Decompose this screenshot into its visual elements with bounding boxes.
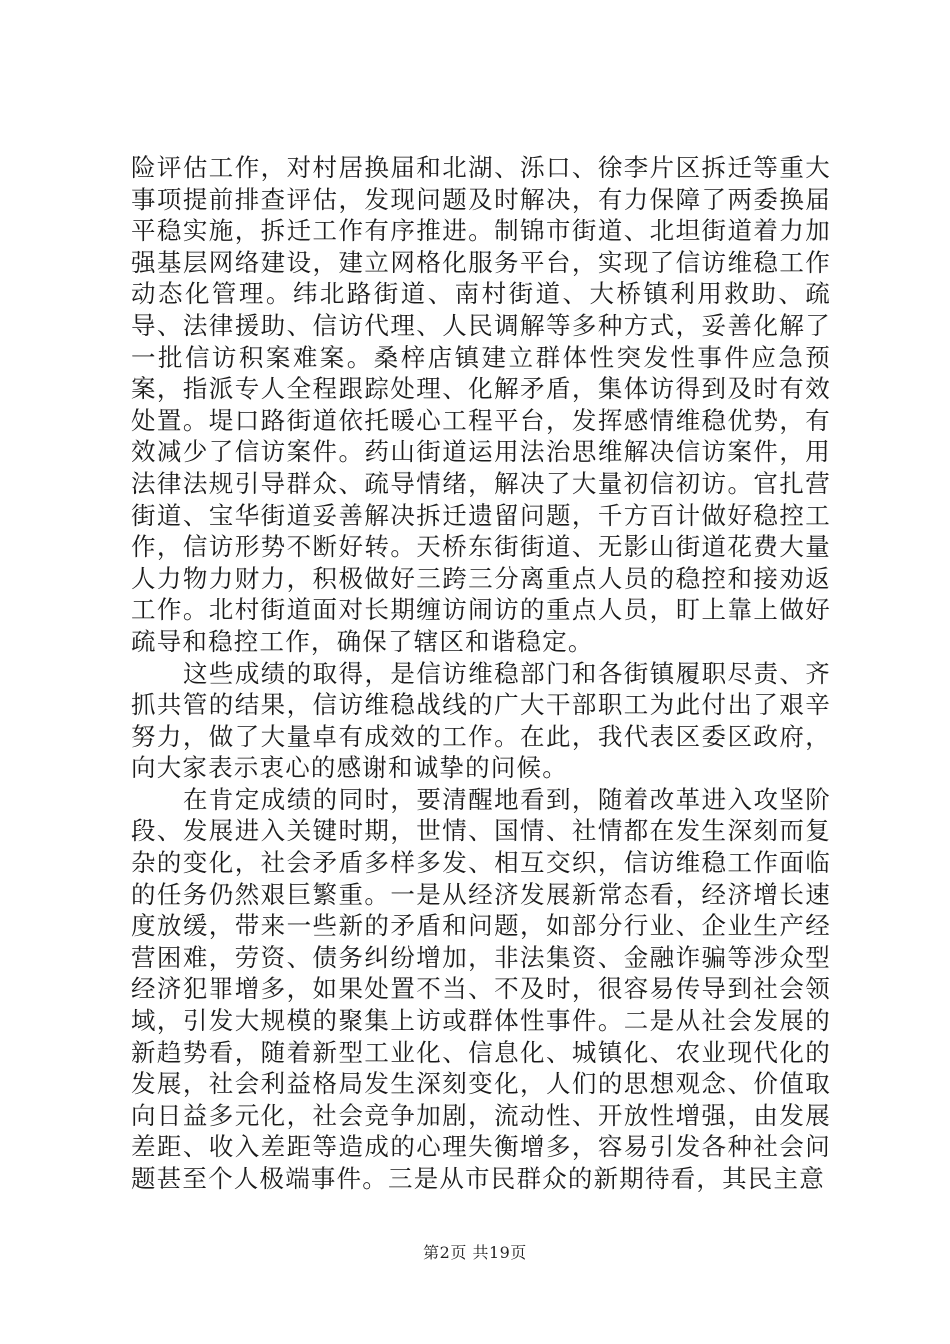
paragraph-1: 险评估工作，对村居换届和北湖、泺口、徐李片区拆迁等重大事项提前排查评估，发现问题及时解决，有力保障了两委换届平稳实施，拆迁工作有序推进。制锦市街道、北坦街道着力加强基层网络建设，建立网格化服务平台，实现了信访维稳工作动态化管理。纬北路街道、南村街道、大桥镇利用救助、疏导、法律援助、信访代理、人民调解等多种方式，妥善化解了一批信访积案难案。桑梓店镇建立群体性突发性事件应急预案，指派专人全程跟踪处理、化解矛盾，集体访得到及时有效处置。堤口路街道依托暖心工程平台，发挥感情维稳优势，有效减少了信访案件。药山街道运用法治思维解决信访案件，用法律法规引导群众、疏导情绪，解决了大量初信初访。官扎营街道、宝华街道妥善解决拆迁遗留问题，千方百计做好稳控工作，信访形势不断好转。天桥东街街道、无影山街道花费大量人力物力财力，积极做好三跨三分离重点人员的稳控和接劝返工作。北村街道面对长期缠访闹访的重点人员，盯上靠上做好疏导和稳控工作，确保了辖区和谐稳定。 [131, 153, 831, 656]
paragraph-3: 在肯定成绩的同时，要清醒地看到，随着改革进入攻坚阶段、发展进入关键时期，世情、国情、社情都在发生深刻而复杂的变化，社会矛盾多样多发、相互交织，信访维稳工作面临的任务仍然艰巨繁重。一是从经济发展新常态看，经济增长速度放缓，带来一些新的矛盾和问题，如部分行业、企业生产经营困难，劳资、债务纠纷增加，非法集资、金融诈骗等涉众型经济犯罪增多，如果处置不当、不及时，很容易传导到社会领域，引发大规模的聚集上访或群体性事件。二是从社会发展的新趋势看，随着新型工业化、信息化、城镇化、农业现代化的发展，社会利益格局发生深刻变化，人们的思想观念、价值取向日益多元化，社会竞争加剧，流动性、开放性增强，由发展差距、收入差距等造成的心理失衡增多，容易引发各种社会问题甚至个人极端事件。三是从市民群众的新期待看，其民主意 [131, 784, 831, 1193]
paragraph-2: 这些成绩的取得，是信访维稳部门和各街镇履职尽责、齐抓共管的结果，信访维稳战线的广大干部职工为此付出了艰辛努力，做了大量卓有成效的工作。在此，我代表区委区政府，向大家表示衷心的感谢和诚挚的问候。 [131, 658, 831, 783]
page-number-footer: 第2页 共19页 [423, 1243, 527, 1262]
body-text [131, 152, 831, 1195]
